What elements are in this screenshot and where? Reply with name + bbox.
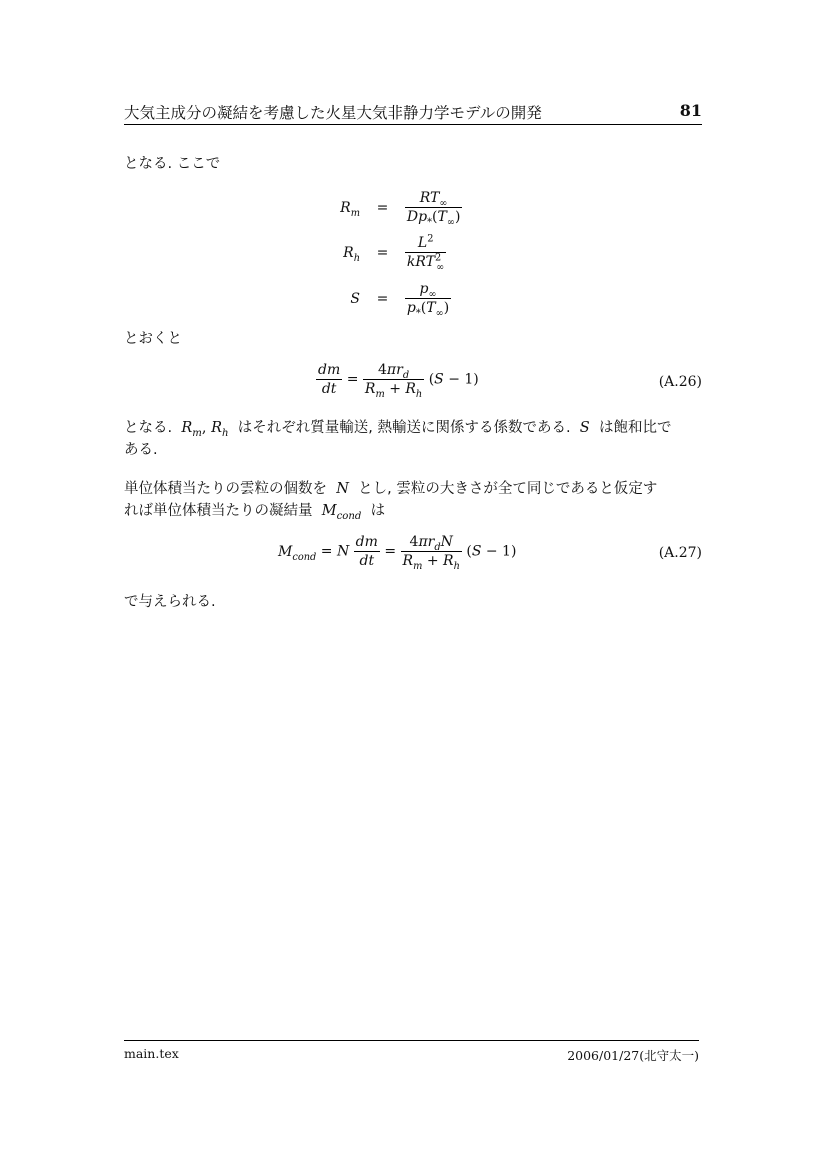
paragraph-setting: とおくと [124,331,182,347]
text-segment: はそれぞれ質量輸送, 熱輸送に関係する係数である. [237,420,571,436]
equals-sign: = [376,244,389,261]
inline-math-n: N [331,481,354,497]
equation-number-a26: (A.26) [658,374,702,390]
fraction-s: $\frac{p_\infty}{p_*(T_\infty)}$ [406,281,450,319]
text-segment: は飽和比で [598,420,672,436]
fraction-rh: $\frac{L^2}{kRT^2_\infty}$ [406,233,445,273]
equals-sign: = [376,290,389,307]
equation-s [320,281,451,319]
page-number: 81 [679,101,702,120]
paragraph-conclusion: で与えられる. [124,594,216,610]
equation-rh-lhs: $R_h$ [343,244,360,264]
text-segment: れば単位体積当たりの凝結量 [124,503,313,519]
inline-math-s: S [575,420,595,436]
equation-rh [320,233,446,273]
inline-math-rm-rh: $R_m$, $R_h$ [176,420,229,439]
header-rule [124,124,702,125]
footer-date-author: 2006/01/27(北守太一) [567,1048,699,1063]
fraction-dm-dt-2: $\frac{dm}{dt}$ [355,534,378,569]
paragraph-coefficients [124,417,704,461]
footer-rule [124,1040,699,1041]
equation-a27: $M_{cond} = N$ $\frac{dm}{dt}$ = $\frac{4\pi r_dN}{R_m + R_h}$ (S − 1) [278,534,517,572]
equals-sign: = [376,199,389,216]
paragraph-number-density [124,478,704,522]
fraction-dm-dt: $\frac{dm}{dt}$ [318,362,341,397]
footer-filename: main.tex [124,1046,179,1061]
text-segment: となる. [124,420,173,436]
equation-rm [320,190,462,228]
fraction-growth: $\frac{4\pi r_d}{R_m + R_h}$ [364,362,423,400]
text-segment: ある. [124,442,158,458]
text-segment: は [370,503,386,519]
paragraph-intro: となる. ここで [124,156,221,172]
inline-math-mcond: $M_{cond}$ [317,503,362,522]
running-header-title: 大気主成分の凝結を考慮した火星大気非静力学モデルの開発 [124,104,542,122]
fraction-rm: $\frac{RT_\infty}{Dp_*(T_\infty)}$ [406,190,461,228]
equation-number-a27: (A.27) [658,545,702,561]
equation-s-lhs: S [350,290,360,307]
equation-a26: $\frac{dm}{dt}$ = $\frac{4\pi r_d}{R_m + R_h}$ (S − 1) [318,362,479,400]
text-segment: とし, 雲粒の大きさが全て同じであると仮定す [358,481,658,497]
fraction-condensation: $\frac{4\pi r_dN}{R_m + R_h}$ [402,534,460,572]
text-segment: 単位体積当たりの雲粒の個数を [124,481,327,497]
equation-rm-lhs: $R_m$ [340,199,360,219]
